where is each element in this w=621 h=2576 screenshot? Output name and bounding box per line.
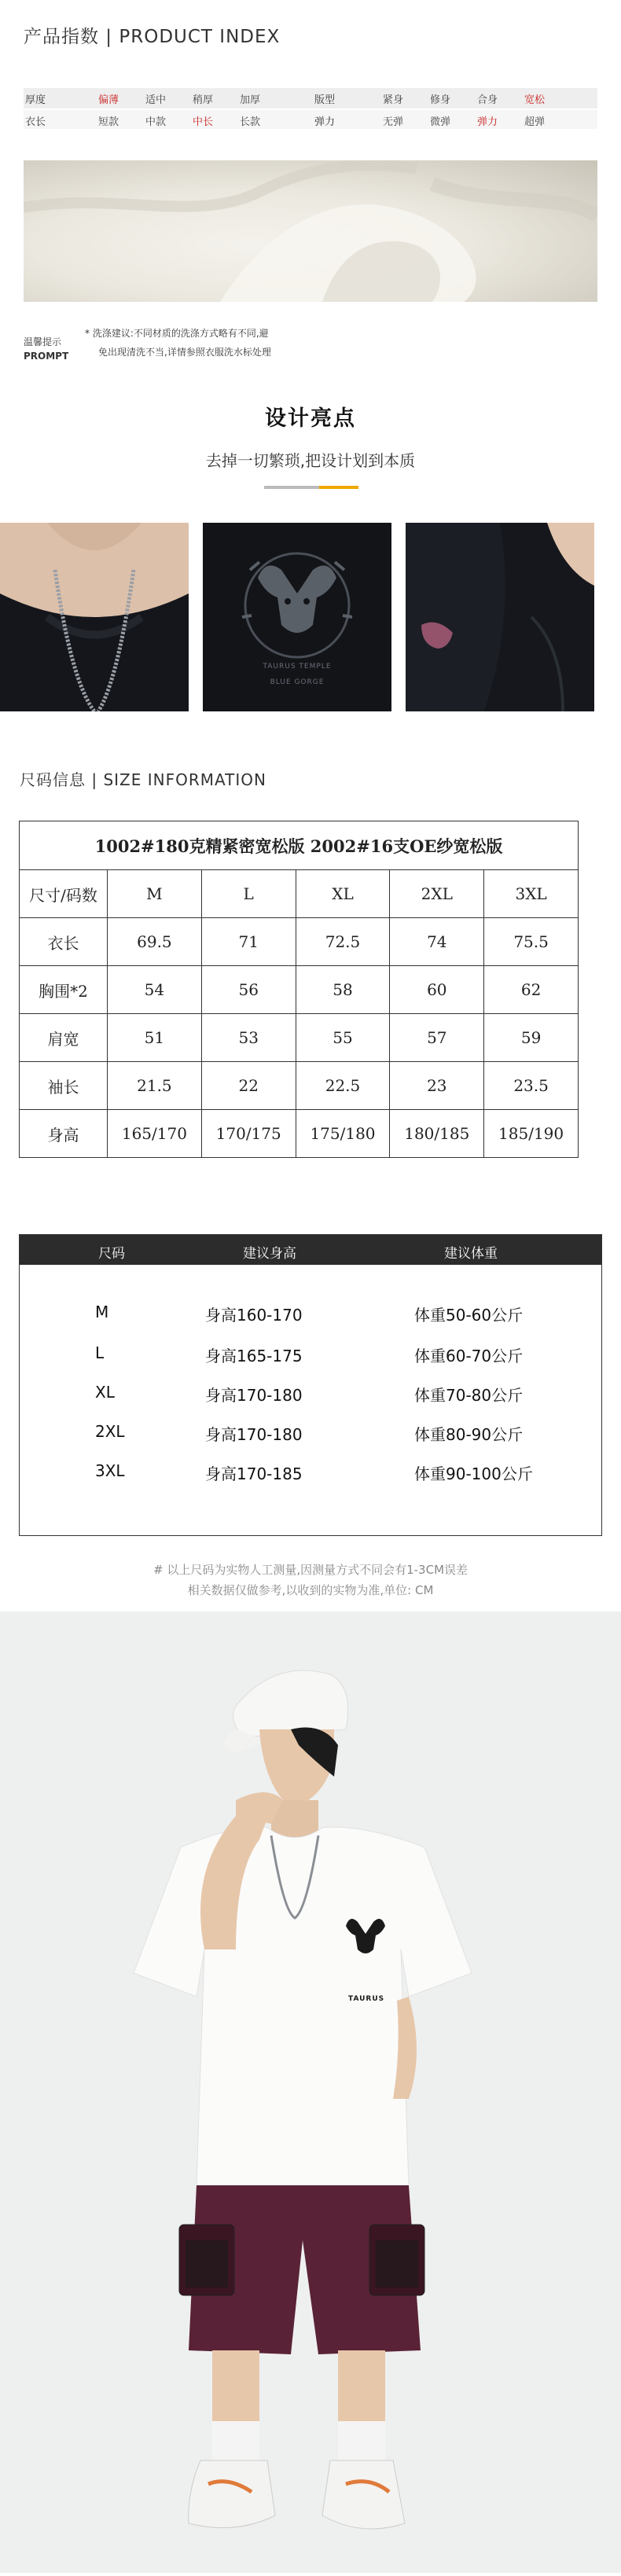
stretch-label: 弹力 <box>314 116 336 128</box>
fabric-fold-illustration <box>24 160 597 302</box>
table-cell: 57 <box>390 1014 484 1062</box>
size-table-header-cell: 3XL <box>484 870 579 918</box>
recommend-size: XL <box>95 1383 115 1402</box>
sleeve-illustration <box>406 523 594 711</box>
recommend-header-height: 建议身高 <box>243 1246 296 1262</box>
recommend-size: L <box>95 1343 105 1362</box>
detail-photo-collar <box>0 523 189 711</box>
table-cell: 69.5 <box>108 918 202 966</box>
size-table-header-cell: M <box>108 870 202 918</box>
table-cell: 59 <box>484 1014 579 1062</box>
recommend-size: M <box>95 1303 109 1321</box>
recommend-weight: 体重70-80公斤 <box>414 1386 524 1405</box>
length-option: 中长 <box>192 116 213 128</box>
table-cell: 71 <box>201 918 296 966</box>
prompt-line-1: * 洗涤建议:不同材质的洗涤方式略有不同,避 <box>85 328 269 339</box>
table-cell: 21.5 <box>108 1062 202 1110</box>
thickness-label: 厚度 <box>25 94 46 106</box>
recommend-header-weight: 建议体重 <box>444 1246 498 1262</box>
length-label: 衣长 <box>25 116 46 128</box>
design-subtitle: 去掉一切繁琐,把设计划到本质 <box>205 451 416 470</box>
recommend-table <box>19 1234 602 1536</box>
recommend-weight: 体重60-70公斤 <box>414 1347 524 1365</box>
recommend-height: 身高165-175 <box>205 1347 303 1365</box>
model-illustration <box>0 1611 621 2573</box>
product-index-title: 产品指数 | PRODUCT INDEX <box>24 27 281 47</box>
table-cell: 衣长 <box>20 918 108 966</box>
size-table-header-row <box>20 870 579 918</box>
back-print-text-2: BLUE GORGE <box>270 678 325 686</box>
fit-option: 合身 <box>476 94 498 106</box>
length-options <box>85 113 274 128</box>
stretch-option: 弹力 <box>476 116 498 128</box>
table-cell: 72.5 <box>296 918 390 966</box>
recommend-height: 身高170-180 <box>205 1425 303 1444</box>
table-cell: 22 <box>201 1062 296 1110</box>
table-cell: 165/170 <box>108 1110 202 1158</box>
model-photo <box>0 1611 621 2573</box>
size-table-header-cell: XL <box>296 870 390 918</box>
stretch-option: 微弹 <box>429 116 450 128</box>
thickness-options <box>85 91 274 106</box>
table-cell: 23 <box>390 1062 484 1110</box>
table-row <box>20 1110 579 1158</box>
fit-label: 版型 <box>314 94 336 106</box>
table-cell: 身高 <box>20 1110 108 1158</box>
table-cell: 60 <box>390 966 484 1014</box>
table-cell: 肩宽 <box>20 1014 108 1062</box>
chest-logo-text: TAURUS <box>348 1995 385 2003</box>
design-accent-bar-gray <box>264 486 319 489</box>
table-row <box>20 966 579 1014</box>
table-cell: 23.5 <box>484 1062 579 1110</box>
thickness-option: 适中 <box>145 94 166 106</box>
design-title: 设计亮点 <box>265 406 356 431</box>
table-cell: 胸围*2 <box>20 966 108 1014</box>
table-row <box>20 1062 579 1110</box>
recommend-weight: 体重80-90公斤 <box>414 1425 524 1444</box>
fit-option: 紧身 <box>382 94 403 106</box>
stretch-options <box>369 113 558 128</box>
recommend-header-size: 尺码 <box>98 1246 125 1262</box>
detail-photo-back-print <box>203 523 391 711</box>
table-cell: 54 <box>108 966 202 1014</box>
table-cell: 75.5 <box>484 918 579 966</box>
table-cell: 180/185 <box>390 1110 484 1158</box>
table-cell: 74 <box>390 918 484 966</box>
size-info-title: 尺码信息 | SIZE INFORMATION <box>20 770 266 789</box>
stretch-option: 超弹 <box>524 116 545 128</box>
size-table-title: 1002#180克精紧密宽松版 2002#16支OE纱宽松版 <box>20 821 579 870</box>
prompt-label-cn: 温馨提示 <box>24 336 62 347</box>
table-row <box>20 918 579 966</box>
detail-photo-sleeve <box>406 523 594 711</box>
fit-option: 宽松 <box>524 94 545 106</box>
recommend-height: 身高170-185 <box>205 1464 303 1483</box>
table-cell: 53 <box>201 1014 296 1062</box>
table-cell: 170/175 <box>201 1110 296 1158</box>
recommend-weight: 体重50-60公斤 <box>414 1306 524 1325</box>
length-option: 短款 <box>97 116 119 128</box>
table-cell: 22.5 <box>296 1062 390 1110</box>
length-option: 中款 <box>145 116 166 128</box>
fabric-closeup-image <box>24 160 597 302</box>
recommend-size: 2XL <box>95 1422 125 1441</box>
prompt-line-2: 免出现清洗不当,详情参照衣服洗水标处理 <box>98 347 271 358</box>
table-cell: 62 <box>484 966 579 1014</box>
size-table-header-cell: 2XL <box>390 870 484 918</box>
size-table-header-cell: 尺寸/码数 <box>20 870 108 918</box>
size-table-header-cell: L <box>201 870 296 918</box>
size-chart-table <box>19 821 579 1158</box>
fit-option: 修身 <box>429 94 450 106</box>
thickness-option: 稍厚 <box>192 94 213 106</box>
disclaimer-line-1: # 以上尺码为实物人工测量,因测量方式不同会有1-3CM误差 <box>152 1563 469 1577</box>
table-cell: 58 <box>296 966 390 1014</box>
table-row <box>20 1014 579 1062</box>
prompt-label-en: PROMPT <box>24 351 69 362</box>
recommend-height: 身高170-180 <box>205 1386 303 1405</box>
table-cell: 56 <box>201 966 296 1014</box>
recommend-weight: 体重90-100公斤 <box>414 1464 533 1483</box>
collar-illustration <box>0 523 189 711</box>
disclaimer-line-2: 相关数据仅做参考,以收到的实物为准,单位: CM <box>187 1583 434 1597</box>
table-cell: 175/180 <box>296 1110 390 1158</box>
fit-options <box>369 91 558 106</box>
table-cell: 185/190 <box>484 1110 579 1158</box>
stretch-option: 无弹 <box>382 116 403 128</box>
thickness-option: 加厚 <box>239 94 260 106</box>
table-cell: 51 <box>108 1014 202 1062</box>
design-accent-bar-gold <box>319 486 358 489</box>
recommend-height: 身高160-170 <box>205 1306 303 1325</box>
table-cell: 55 <box>296 1014 390 1062</box>
thickness-option: 偏薄 <box>97 94 119 106</box>
table-cell: 袖长 <box>20 1062 108 1110</box>
back-print-text-1: TAURUS TEMPLE <box>263 663 332 671</box>
recommend-header <box>20 1235 601 1265</box>
length-option: 长款 <box>239 116 260 128</box>
recommend-size: 3XL <box>95 1461 125 1480</box>
size-table-title-row <box>20 821 579 870</box>
